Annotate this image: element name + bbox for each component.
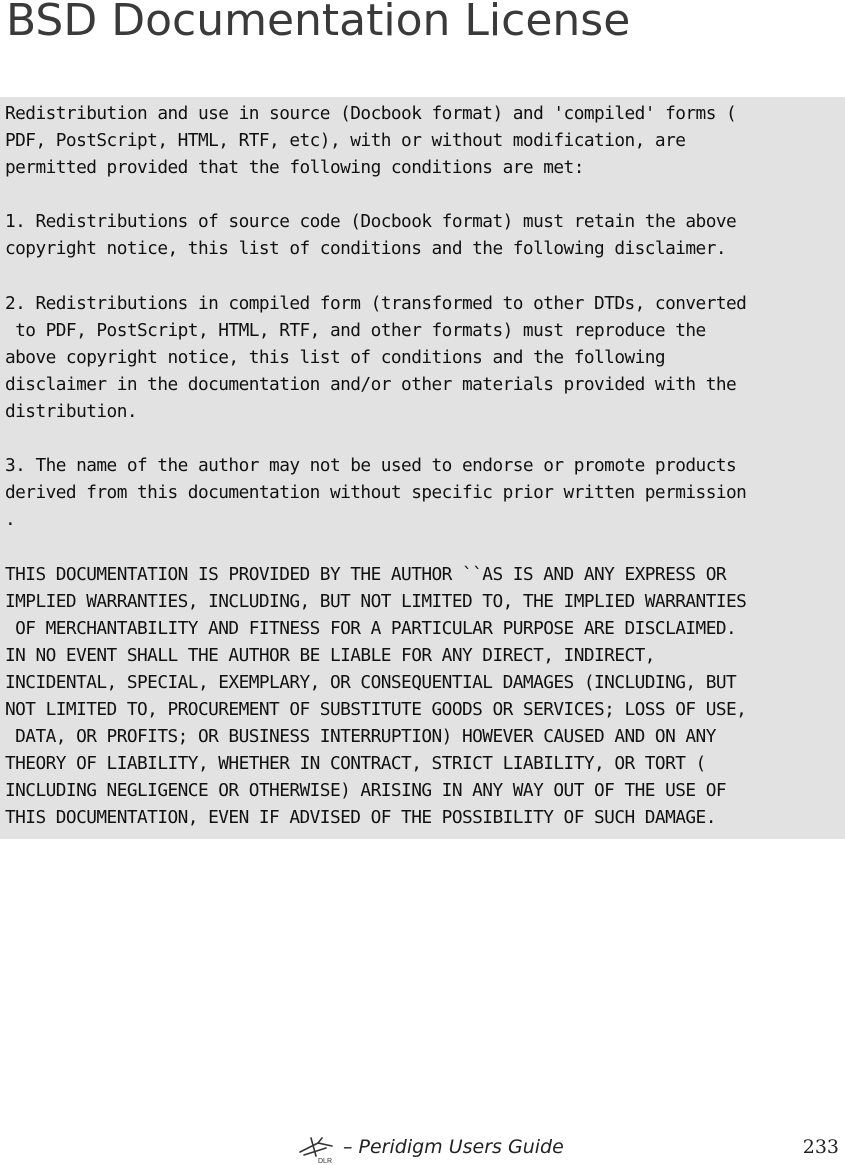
license-line: DATA, OR PROFITS; OR BUSINESS INTERRUPTION) HOWEVER CAUSED AND ON ANY: [5, 726, 716, 748]
license-line: above copyright notice, this list of conditions and the following: [5, 346, 666, 368]
license-line: THEORY OF LIABILITY, WHETHER IN CONTRACT, STRICT LIABILITY, OR TORT (: [5, 753, 706, 775]
dlr-logo-text: DLR: [318, 1158, 333, 1164]
license-line: INCLUDING NEGLIGENCE OR OTHERWISE) ARISING IN ANY WAY OUT OF THE USE OF: [5, 780, 727, 802]
license-line: [5, 181, 845, 208]
license-line: [5, 534, 845, 561]
license-line: to PDF, PostScript, HTML, RTF, and other formats) must reproduce the: [5, 319, 706, 341]
license-line: IMPLIED WARRANTIES, INCLUDING, BUT NOT LIMITED TO, THE IMPLIED WARRANTIES: [5, 590, 747, 612]
license-line: OF MERCHANTABILITY AND FITNESS FOR A PARTICULAR PURPOSE ARE DISCLAIMED.: [5, 617, 737, 639]
license-line: PDF, PostScript, HTML, RTF, etc), with or without modification, are: [5, 130, 686, 152]
license-line: .: [5, 509, 16, 531]
license-line: 1. Redistributions of source code (Docbook format) must retain the above: [5, 211, 737, 233]
dlr-logo-icon: [296, 1134, 338, 1164]
license-line: [5, 425, 845, 452]
license-line: derived from this documentation without specific prior written permission: [5, 482, 747, 504]
license-line: THIS DOCUMENTATION, EVEN IF ADVISED OF THE POSSIBILITY OF SUCH DAMAGE.: [5, 807, 716, 829]
license-text-block: [0, 97, 845, 839]
license-line: Redistribution and use in source (Docbook format) and 'compiled' forms (: [5, 103, 737, 124]
license-line: 3. The name of the author may not be used to endorse or promote products: [5, 455, 737, 477]
page-footer: [0, 1130, 845, 1165]
license-line: INCIDENTAL, SPECIAL, EXEMPLARY, OR CONSEQUENTIAL DAMAGES (INCLUDING, BUT: [5, 671, 737, 693]
license-line: copyright notice, this list of conditions and the following disclaimer.: [5, 238, 727, 260]
license-line: THIS DOCUMENTATION IS PROVIDED BY THE AUTHOR ``AS IS AND ANY EXPRESS OR: [5, 563, 727, 585]
guide-title: – Peridigm Users Guide: [343, 1136, 564, 1158]
license-line: IN NO EVENT SHALL THE AUTHOR BE LIABLE FOR ANY DIRECT, INDIRECT,: [5, 644, 655, 666]
license-line: permitted provided that the following conditions are met:: [5, 157, 584, 179]
license-line: distribution.: [5, 401, 138, 423]
license-line: [5, 263, 845, 290]
license-line: disclaimer in the documentation and/or other materials provided with the: [5, 373, 737, 395]
license-line: 2. Redistributions in compiled form (transformed to other DTDs, converted: [5, 292, 747, 314]
page-number: 233: [802, 1136, 839, 1158]
page-title: BSD Documentation License: [6, 0, 631, 46]
license-line: NOT LIMITED TO, PROCUREMENT OF SUBSTITUTE GOODS OR SERVICES; LOSS OF USE,: [5, 699, 747, 721]
